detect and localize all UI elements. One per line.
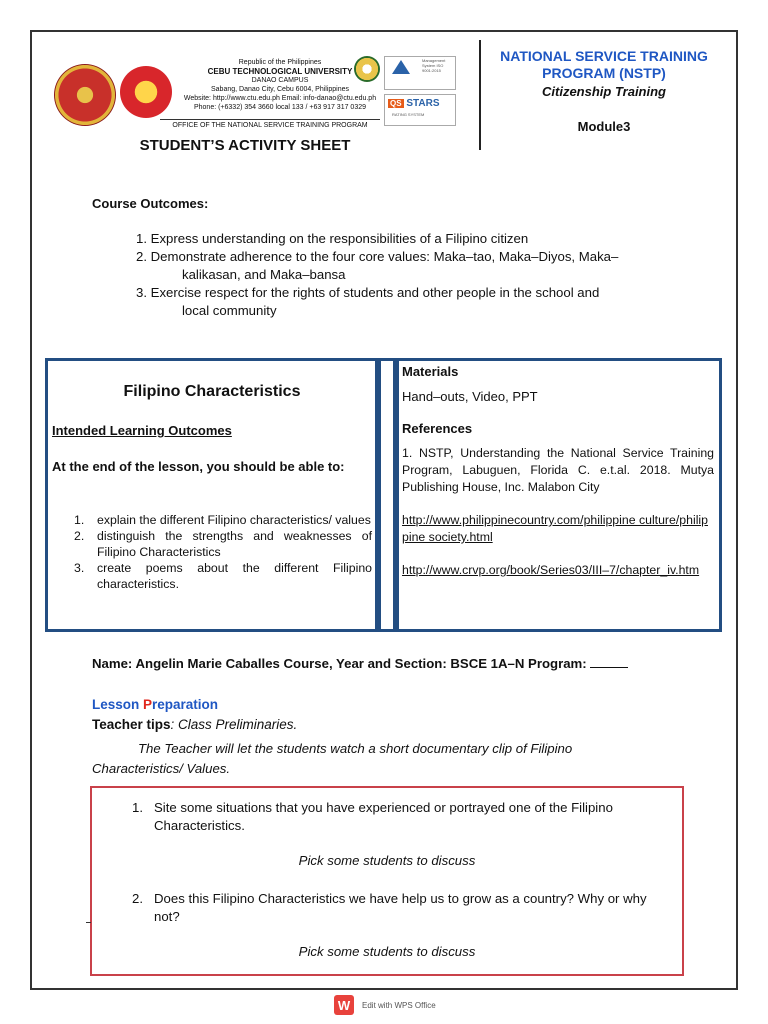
course-outcome-3: 3. Exercise respect for the rights of students and other people in the school and <box>136 285 600 300</box>
question-2: 2. Does this Filipino Characteristics we have help us to grow as a country? Why or why not? <box>132 891 647 924</box>
program-blank <box>590 655 628 668</box>
question-1: 1. Site some situations that you have experienced or portrayed one of the Filipino Characteristics. <box>132 800 613 833</box>
program-title: NATIONAL SERVICE TRAINING PROGRAM (NSTP) <box>500 48 708 81</box>
iso-badge-text: Management System ISO 9001:2015 <box>422 58 446 73</box>
wps-edit-label: Edit with WPS Office <box>362 1000 436 1010</box>
materials-value: Hand–outs, Video, PPT <box>402 389 538 404</box>
ilo-list <box>72 512 372 592</box>
bagong-pilipinas-seal-logo <box>354 56 380 82</box>
university-name: CEBU TECHNOLOGICAL UNIVERSITY <box>207 67 353 76</box>
lesson-title: Filipino Characteristics <box>123 383 301 400</box>
contact-website: Website: http://www.ctu.edu.ph Email: info-danao@ctu.edu.ph <box>183 95 377 102</box>
qs-stars-subtitle: RATING SYSTEM <box>392 112 425 117</box>
program-subtitle: Citizenship Training <box>542 84 666 99</box>
teacher-note: The Teacher will let the students watch a short documentary clip of Filipino Characteristics/ Values. <box>92 741 573 776</box>
stray-mark <box>86 922 91 923</box>
lesson-preparation-heading: Lesson Preparation <box>92 697 219 712</box>
contact-phone: Phone: (+6332) 354 3660 local 133 / +63 917 317 0329 <box>193 104 367 111</box>
student-info-line: Name: Angelin Marie Caballes Course, Year and Section: BSCE 1A–N Program: <box>92 655 628 671</box>
course-outcomes-list <box>136 230 684 320</box>
wps-office-icon: W <box>334 995 354 1015</box>
qs-stars-logo: QS STARS <box>390 98 440 109</box>
ilo-heading: Intended Learning Outcomes <box>52 423 232 438</box>
tuv-triangle-icon <box>392 60 410 74</box>
course-outcome-1: 1. Express understanding on the responsibilities of a Filipino citizen <box>136 231 529 246</box>
wps-footer[interactable] <box>334 995 436 1015</box>
references-heading: References <box>402 421 473 436</box>
university-letterhead <box>180 58 380 112</box>
reference-link-1[interactable]: http://www.philippinecountry.com/philippine culture/philippine society.html <box>402 513 708 544</box>
box-divider <box>378 358 396 632</box>
discuss-note-1: Pick some students to discuss <box>298 853 476 868</box>
campus-name: DANAO CAMPUS <box>251 77 309 84</box>
teacher-tips: Teacher tips: Class Preliminaries. <box>92 717 298 732</box>
materials-heading: Materials <box>402 364 459 379</box>
header-divider <box>479 40 481 150</box>
reference-link-2[interactable]: http://www.crvp.org/book/Series03/III–7/chapter_iv.htm <box>402 563 700 577</box>
sheet-title: STUDENT’S ACTIVITY SHEET <box>139 137 351 154</box>
course-outcome-3-cont: local community <box>182 303 277 318</box>
list-item: 1. explain the different Filipino characteristics/ values <box>74 513 371 527</box>
reference-1: 1. NSTP, Understanding the National Service Training Program, Labuguen, Florida C. e.t.al. 2018. Mutya Publishing House, Inc. Malabon City <box>402 446 714 494</box>
campus-address: Sabang, Danao City, Cebu 6004, Philippines <box>210 86 350 93</box>
ilo-lead: At the end of the lesson, you should be able to: <box>52 459 345 474</box>
course-outcome-2-cont: kalikasan, and Maka–bansa <box>182 267 346 282</box>
asean-seal-logo <box>120 66 172 118</box>
republic-line: Republic of the Philippines <box>238 59 322 66</box>
course-outcome-2: 2. Demonstrate adherence to the four core values: Maka–tao, Maka–Diyos, Maka– <box>136 249 619 264</box>
course-outcomes-heading: Course Outcomes: <box>92 196 209 211</box>
module-label: Module3 <box>577 119 631 134</box>
list-item: 2. distinguish the strengths and weaknesses of Filipino Characteristics <box>74 529 372 559</box>
list-item: 3. create poems about the different Filipino characteristics. <box>74 561 372 591</box>
ctu-seal-logo <box>54 64 116 126</box>
discuss-note-2: Pick some students to discuss <box>298 944 476 959</box>
office-line: OFFICE OF THE NATIONAL SERVICE TRAINING PROGRAM <box>160 119 380 129</box>
